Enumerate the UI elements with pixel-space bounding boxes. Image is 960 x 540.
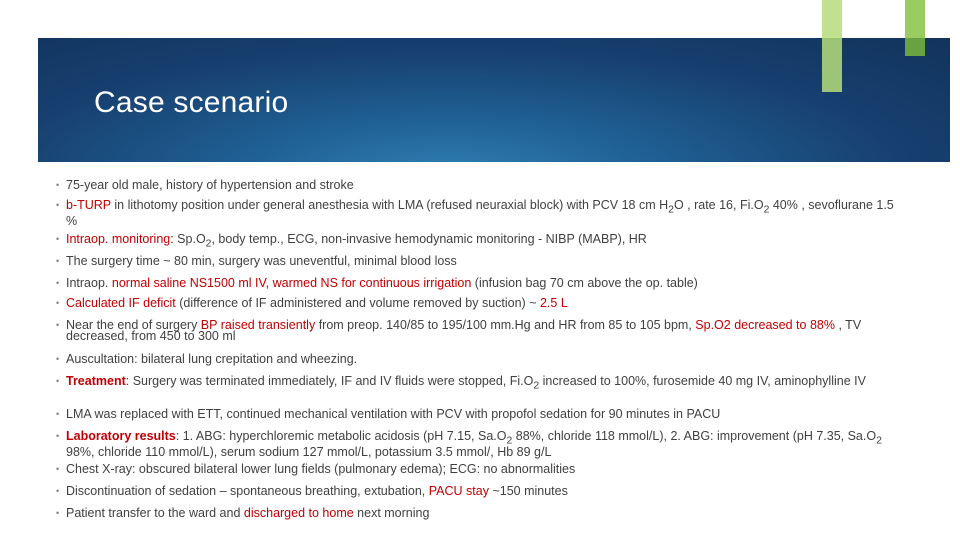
bullet-dot-icon: • [56, 409, 60, 419]
bullet-dot-icon: • [56, 320, 60, 330]
bullet-dot-icon: • [56, 234, 60, 244]
slide-title: Case scenario [94, 86, 289, 119]
bullet-dot-icon: • [56, 278, 60, 288]
bullet-dot-icon: • [56, 464, 60, 474]
bullet-dot-icon: • [56, 376, 60, 386]
bullet-dot-icon: • [56, 431, 60, 441]
bullet-dot-icon: • [56, 486, 60, 496]
bullet-dot-icon: • [56, 200, 60, 210]
bullet-dot-icon: • [56, 354, 60, 364]
bullet-dot-icon: • [56, 180, 60, 190]
accent-stripe-tall [822, 0, 842, 92]
bullet-dot-icon: • [56, 256, 60, 266]
bullet-dot-icon: • [56, 298, 60, 308]
bullet-dot-icon: • [56, 508, 60, 518]
accent-stripe-short [905, 0, 925, 56]
